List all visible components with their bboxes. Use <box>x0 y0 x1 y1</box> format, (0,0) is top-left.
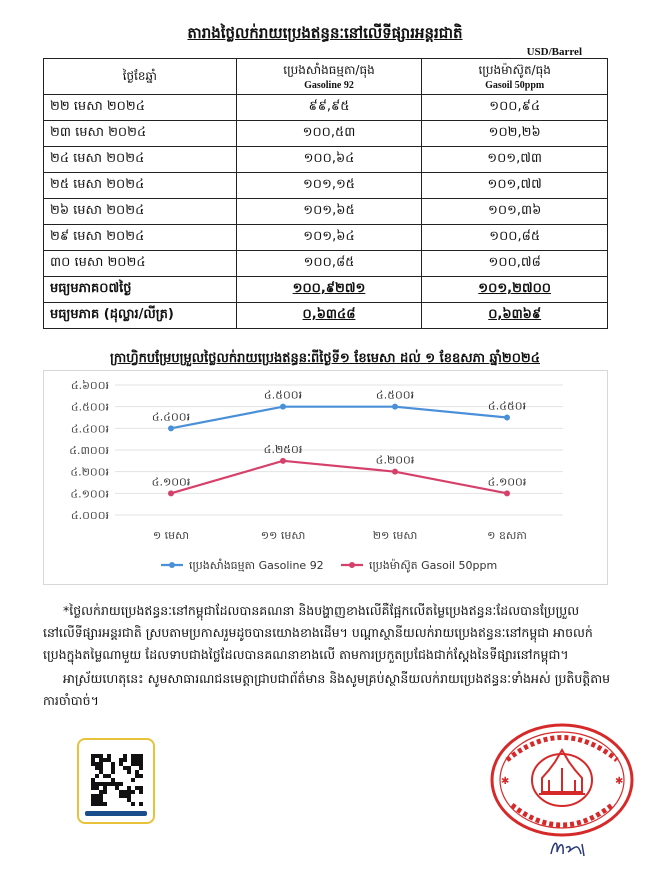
chart-title: ក្រាហ្វិកបម្រែបម្រួលថ្លៃលក់រាយប្រេងឥន្ធនៈពីថ្ងៃទី១ ខែមេសា ដល់ ១ ខែឧសភា ឆ្នាំ២០២៤ <box>110 351 540 366</box>
data-label: ៤.១០០៛ <box>487 475 527 489</box>
row-gasoil: ១០២,២៦ <box>422 121 608 147</box>
svg-text:✱: ✱ <box>615 776 624 787</box>
legend-marker <box>349 562 355 568</box>
table-header-row <box>44 59 608 95</box>
y-tick-label: ៤.៦០០៛ <box>70 379 109 392</box>
x-tick-label: ១១ មេសា <box>260 529 306 542</box>
row-gasoil: ១០០,៨៥ <box>422 225 608 251</box>
row-date: ២៥ មេសា ២០២៤ <box>44 173 237 199</box>
row-gasoline: ៩៩,៩៥ <box>236 95 422 121</box>
row-gasoil: ១០១,៣៦ <box>422 199 608 225</box>
header-gasoil: ប្រេងម៉ាស៊ូត/ធុង Gasoil 50ppm <box>422 59 608 95</box>
average-gasoil: ១០១,២៧០០ <box>422 277 608 303</box>
row-gasoline: ១០១,១៥ <box>236 173 422 199</box>
data-point <box>168 490 174 496</box>
y-tick-label: ៤.២០០៛ <box>70 465 109 479</box>
row-gasoline: ១០០,៨៥ <box>236 251 422 277</box>
y-tick-label: ៤.៥០០៛ <box>70 400 109 414</box>
table-row <box>44 147 608 173</box>
average-liter-gasoil: ០,៦៣៦៩ <box>422 303 608 329</box>
x-tick-label: ១ ឧសភា <box>487 529 527 542</box>
average-label: មធ្យមភាគ០៧ថ្ងៃ <box>44 277 237 303</box>
header-date: ថ្ងៃខែឆ្នាំ <box>44 59 237 95</box>
document-title: តារាងថ្លៃលក់រាយប្រេងឥន្ធនៈនៅលើទីផ្សារអន្តរជាតិ <box>187 24 463 42</box>
table-row <box>44 121 608 147</box>
legend-marker <box>169 562 175 568</box>
average-row <box>44 277 608 303</box>
data-point <box>280 404 286 410</box>
svg-text:✱: ✱ <box>501 776 510 787</box>
legend-label: ប្រេងសាំងធម្មតា Gasoline 92 <box>189 559 324 572</box>
data-point <box>504 490 510 496</box>
y-tick-label: ៤.៤០០៛ <box>70 422 109 436</box>
row-gasoline: ១០០,៦៤ <box>236 147 422 173</box>
series-line <box>171 461 507 494</box>
unit-label: USD/Barrel <box>526 46 582 58</box>
note-paragraph-2: អាស្រ័យហេតុនេះ សូមសាធារណជនមេត្តាជ្រាបជាព័ត៌មាន និងសូមគ្រប់ស្ថានីយលក់រាយប្រេងឥន្ធនៈទាំងអស់ ប្រតិបត្តិតាមការចាំបាច់។ <box>43 671 611 708</box>
average-liter-row <box>44 303 608 329</box>
row-gasoline: ១០០,៥៣ <box>236 121 422 147</box>
average-gasoline: ១០០,៩២៧១ <box>236 277 422 303</box>
data-label: ៤.៥០០៛ <box>375 388 415 402</box>
y-tick-label: ៤.១០០៛ <box>70 487 109 501</box>
average-liter-label: មធ្យមភាគ (ដុល្លារ/លីត្រ) <box>44 303 237 329</box>
data-point <box>392 404 398 410</box>
row-date: ២៦ មេសា ២០២៤ <box>44 199 237 225</box>
x-tick-label: ១ មេសា <box>152 529 190 542</box>
row-gasoil: ១០១,៧៧ <box>422 173 608 199</box>
qr-code-card[interactable] <box>77 738 155 824</box>
table-row <box>44 251 608 277</box>
legend-label: ប្រេងម៉ាស៊ូត Gasoil 50ppm <box>369 559 498 572</box>
table-row <box>44 173 608 199</box>
data-label: ៤.១០០៛ <box>151 475 191 489</box>
official-seal <box>487 720 637 840</box>
data-label: ៤.២០០៛ <box>375 453 415 467</box>
data-point <box>280 458 286 464</box>
signature <box>548 834 588 862</box>
row-gasoline: ១០១,៦៤ <box>236 225 422 251</box>
table-row <box>44 199 608 225</box>
price-table <box>43 58 608 329</box>
table-row <box>44 225 608 251</box>
row-date: ២៣ មេសា ២០២៤ <box>44 121 237 147</box>
qr-code[interactable] <box>91 754 143 806</box>
series-line <box>171 407 507 429</box>
average-liter-gasoline: ០,៦៣៤៨ <box>236 303 422 329</box>
data-label: ៤.៤០០៛ <box>151 410 191 424</box>
row-date: ២៤ មេសា ២០២៤ <box>44 147 237 173</box>
row-gasoil: ១០០,៩៤ <box>422 95 608 121</box>
row-gasoline: ១០១,៦៥ <box>236 199 422 225</box>
data-label: ៤.៥០០៛ <box>263 388 303 402</box>
row-date: ២៩ មេសា ២០២៤ <box>44 225 237 251</box>
qr-footer-bar <box>85 811 147 816</box>
data-point <box>168 425 174 431</box>
price-line-chart <box>43 370 608 585</box>
row-gasoil: ១០១,៧៣ <box>422 147 608 173</box>
data-label: ៤.២៥០៛ <box>263 442 303 456</box>
y-tick-label: ៤.០០០៛ <box>70 509 109 522</box>
row-date: ២២ មេសា ២០២៤ <box>44 95 237 121</box>
y-tick-label: ៤.៣០០៛ <box>69 444 109 457</box>
data-point <box>504 415 510 421</box>
table-row <box>44 95 608 121</box>
note-paragraph-1: *ថ្លៃលក់រាយប្រេងឥន្ធនៈនៅកម្ពុជាដែលបានគណនា និងបង្ហាញខាងលើគឺផ្អែកលើតម្លៃប្រេងឥន្ធនៈដែលបានប្រែប្រួលនៅលើទីផ្សារអន្តរជាតិ ស្របតាមប្រកាសរួមដូចបានយោងខាងដើម។ បណ្ដាស្ថានីយលក់រាយប្រេងឥន្ធនៈនៅកម្ពុជា អាចលក់ប្រេងក្នុងតម្លៃណាមួយ ដែលទាបជាងថ្លៃដែលបានគណនាខាងលើ តាមការប្រកួតប្រជែងជាក់ស្ដែងនៃទីផ្សារនៅកម្ពុជា។ <box>43 603 593 662</box>
row-date: ៣០ មេសា ២០២៤ <box>44 251 237 277</box>
data-point <box>392 469 398 475</box>
header-gasoline: ប្រេងសាំងធម្មតា/ធុង Gasoline 92 <box>236 59 422 95</box>
data-label: ៤.៤៥០៛ <box>487 399 527 413</box>
row-gasoil: ១០០,៧៨ <box>422 251 608 277</box>
x-tick-label: ២១ មេសា <box>372 529 418 542</box>
